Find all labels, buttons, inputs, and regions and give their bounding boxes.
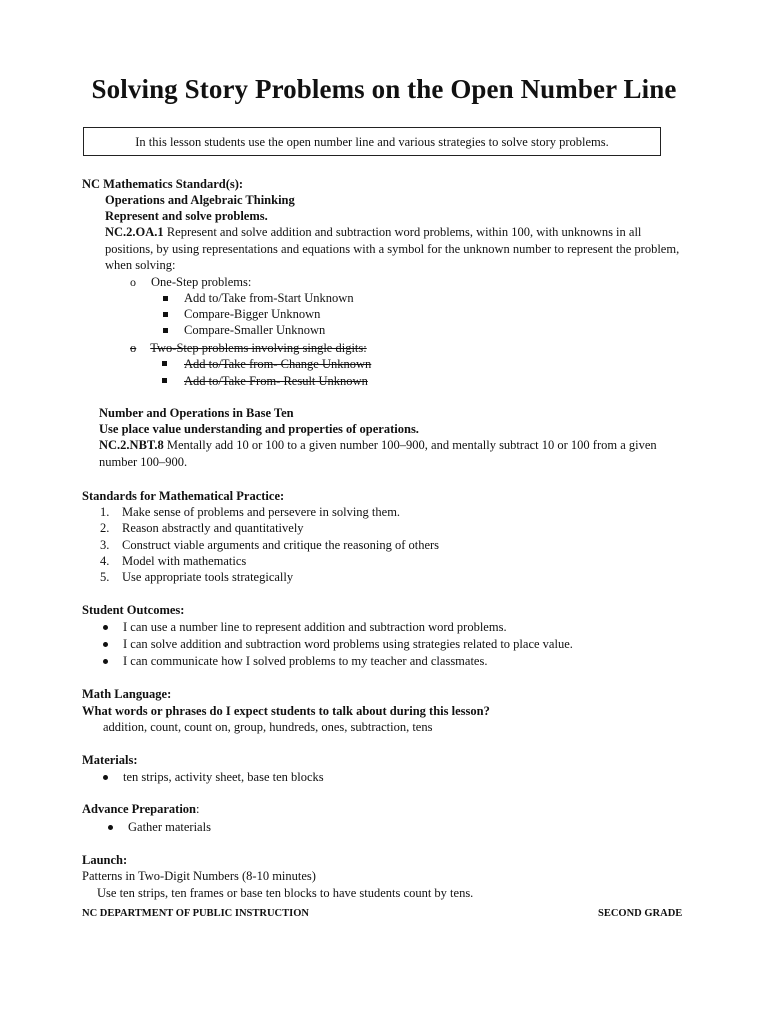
nbt-domain: Number and Operations in Base Ten: [99, 406, 294, 420]
practice-number: 1.: [100, 505, 110, 519]
math-language-words: addition, count, count on, group, hundreds, ones, subtraction, tens: [103, 720, 433, 734]
advance-prep-item: Gather materials: [128, 820, 211, 834]
nbt-standard: [99, 437, 689, 470]
oa-standard-code: NC.2.OA.1: [105, 225, 164, 239]
standards-heading: NC Mathematics Standard(s):: [82, 177, 244, 191]
launch-subheading: Patterns in Two-Digit Numbers (8-10 minutes): [82, 869, 316, 883]
practice-number: 5.: [100, 570, 110, 584]
one-step-item: Compare-Bigger Unknown: [184, 307, 321, 321]
bullet-icon: [103, 625, 108, 630]
oa-standard: [105, 224, 687, 274]
materials-heading: Materials:: [82, 753, 138, 767]
outcomes-heading: Student Outcomes:: [82, 603, 185, 617]
practice-number: 3.: [100, 538, 110, 552]
two-step-line: [130, 340, 367, 356]
two-step-marker: o: [130, 341, 137, 355]
two-step-label: Two-Step problems involving single digits:: [150, 341, 367, 355]
materials-item: ten strips, activity sheet, base ten blocks: [123, 770, 324, 784]
launch-text: Use ten strips, ten frames or base ten blocks to have students count by tens.: [97, 886, 474, 900]
math-language-question: What words or phrases do I expect students to talk about during this lesson?: [82, 704, 490, 718]
advance-prep-colon: :: [196, 802, 200, 816]
two-step-item: Add to/Take From- Result Unknown: [184, 374, 368, 388]
footer-right: SECOND GRADE: [598, 908, 683, 919]
bullet-icon: [108, 825, 113, 830]
oa-standard-text: Represent and solve addition and subtraction word problems, within 100, with unknowns in all positions, by using representations and equations with a symbol for the unknown number to represent the problem, when solving:: [105, 225, 680, 272]
advance-prep-heading-line: [82, 801, 199, 817]
two-step-item-line: [162, 373, 368, 389]
oa-domain: Operations and Algebraic Thinking: [105, 193, 295, 207]
outcome-item: I can use a number line to represent addition and subtraction word problems.: [123, 620, 507, 634]
outcome-item: I can communicate how I solved problems to my teacher and classmates.: [123, 654, 488, 668]
page-title: Solving Story Problems on the Open Number Line: [91, 74, 677, 104]
nbt-cluster: Use place value understanding and properties of operations.: [99, 422, 419, 436]
math-language-heading: Math Language:: [82, 687, 172, 701]
lesson-summary: In this lesson students use the open number line and various strategies to solve story problems.: [135, 135, 609, 149]
nbt-standard-text: Mentally add 10 or 100 to a given number 100–900, and mentally subtract 10 or 100 from a given number 100–900.: [99, 438, 657, 469]
launch-heading: Launch:: [82, 853, 128, 867]
footer-left: NC DEPARTMENT OF PUBLIC INSTRUCTION: [82, 908, 309, 919]
square-bullet-icon: [163, 296, 168, 301]
square-bullet-icon: [163, 312, 168, 317]
practice-heading: Standards for Mathematical Practice:: [82, 489, 285, 503]
practice-item: Reason abstractly and quantitatively: [122, 521, 304, 535]
bullet-icon: [103, 642, 108, 647]
advance-prep-heading: Advance Preparation: [82, 802, 196, 816]
square-bullet-icon: [162, 361, 167, 366]
two-step-item: Add to/Take from- Change Unknown: [184, 357, 372, 371]
square-bullet-icon: [163, 328, 168, 333]
one-step-marker: o: [130, 275, 136, 289]
one-step-item: Add to/Take from-Start Unknown: [184, 291, 354, 305]
practice-item: Construct viable arguments and critique the reasoning of others: [122, 538, 440, 552]
practice-item: Make sense of problems and persevere in solving them.: [122, 505, 401, 519]
practice-item: Use appropriate tools strategically: [122, 570, 294, 584]
oa-cluster: Represent and solve problems.: [105, 209, 268, 223]
practice-number: 2.: [100, 521, 110, 535]
outcome-item: I can solve addition and subtraction word problems using strategies related to place value.: [123, 637, 573, 651]
practice-item: Model with mathematics: [122, 554, 247, 568]
two-step-item-line: [162, 356, 371, 372]
bullet-icon: [103, 775, 108, 780]
lesson-summary-box: [83, 127, 661, 156]
one-step-item: Compare-Smaller Unknown: [184, 323, 326, 337]
bullet-icon: [103, 659, 108, 664]
practice-number: 4.: [100, 554, 110, 568]
nbt-standard-code: NC.2.NBT.8: [99, 438, 164, 452]
square-bullet-icon: [162, 378, 167, 383]
one-step-label: One-Step problems:: [151, 275, 252, 289]
